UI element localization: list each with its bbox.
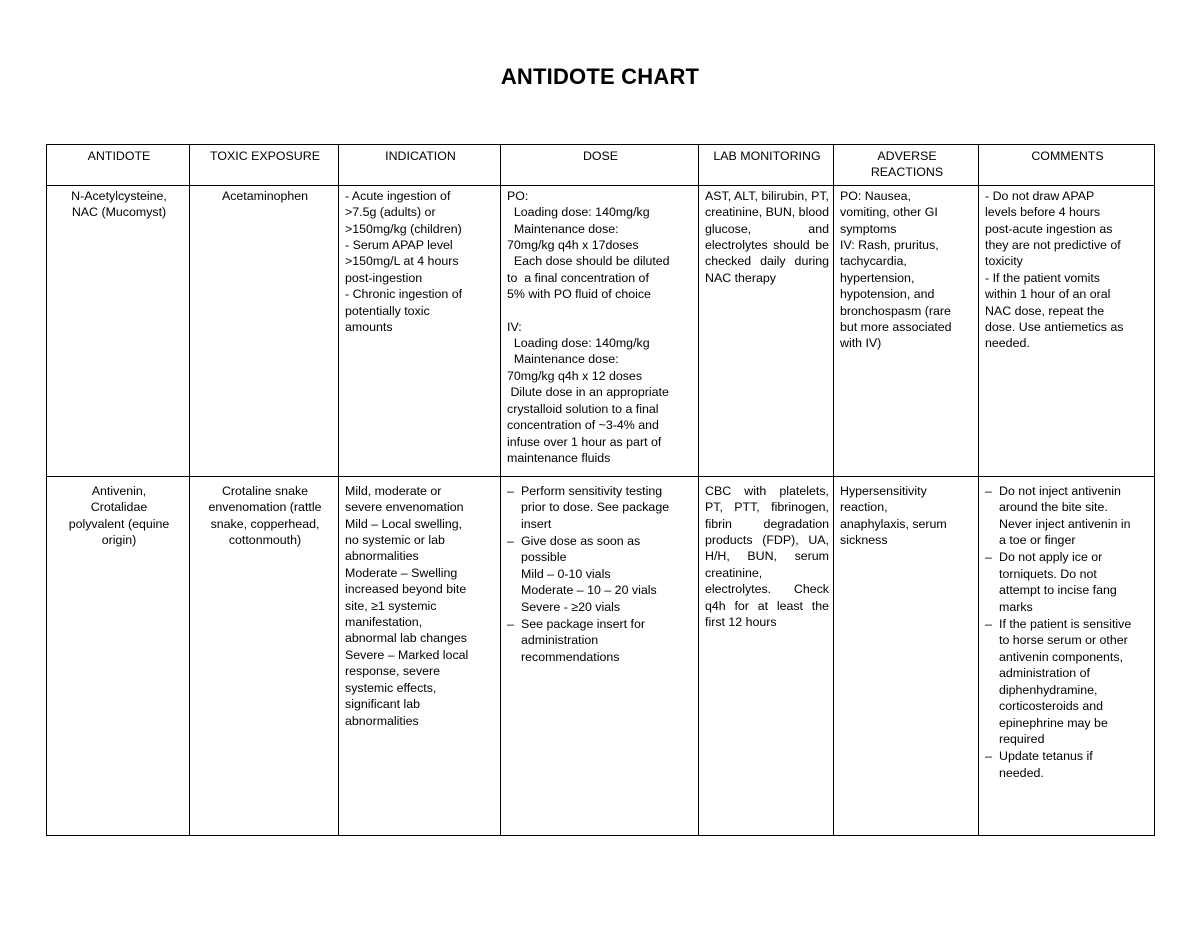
comment-line: diphenhydramine, bbox=[999, 682, 1098, 697]
dose-line: Severe - ≥20 vials bbox=[521, 599, 621, 614]
comment-line: needed. bbox=[999, 765, 1044, 780]
comment-line: Never inject antivenin in bbox=[999, 516, 1131, 531]
comment-line: antivenin components, bbox=[999, 649, 1123, 664]
dose-line: prior to dose. See package bbox=[521, 500, 670, 515]
toxic-exposure-line: Crotaline snake bbox=[221, 483, 309, 498]
adverse-line: sickness bbox=[840, 533, 888, 548]
antidote-table bbox=[46, 144, 1155, 836]
indication-line: abnormalities bbox=[345, 713, 419, 728]
adverse-line: vomiting, other GI bbox=[840, 205, 938, 220]
dose-line: concentration of ~3-4% and bbox=[507, 418, 659, 433]
antidote-cell bbox=[47, 185, 190, 476]
comment-line: required bbox=[999, 731, 1045, 746]
indication-line: manifestation, bbox=[345, 615, 423, 630]
adverse-line: IV: Rash, pruritus, bbox=[840, 238, 939, 253]
header-comments: COMMENTS bbox=[979, 145, 1155, 186]
table-row bbox=[47, 185, 1155, 476]
toxic-exposure-line: envenomation (rattle bbox=[208, 500, 322, 515]
header-toxic-exposure: TOXIC EXPOSURE bbox=[190, 145, 339, 186]
dose-line: maintenance fluids bbox=[507, 450, 611, 465]
list-item bbox=[507, 533, 694, 615]
comments-cell bbox=[979, 185, 1155, 476]
adverse-line: symptoms bbox=[840, 221, 897, 236]
comments-list bbox=[985, 483, 1150, 781]
dose-spacer bbox=[507, 303, 694, 319]
header-adverse-reactions: ADVERSE REACTIONS bbox=[834, 145, 979, 186]
indication-cell bbox=[339, 476, 501, 835]
comment-line: - Do not draw APAP bbox=[985, 188, 1095, 203]
indication-line: systemic effects, bbox=[345, 680, 437, 695]
indication-line: - Acute ingestion of bbox=[345, 188, 451, 203]
adverse-line: hypotension, and bbox=[840, 287, 935, 302]
dose-cell bbox=[501, 476, 699, 835]
adverse-line: Hypersensitivity bbox=[840, 483, 927, 498]
adverse-line: bronchospasm (rare bbox=[840, 303, 951, 318]
adverse-reactions-cell bbox=[834, 185, 979, 476]
antidote-line: polyvalent (equine bbox=[68, 516, 170, 531]
list-item bbox=[985, 748, 1150, 781]
indication-line: potentially toxic bbox=[345, 303, 430, 318]
adverse-line: PO: Nausea, bbox=[840, 188, 911, 203]
header-dose: DOSE bbox=[501, 145, 699, 186]
dose-line: Mild – 0-10 vials bbox=[521, 566, 611, 581]
dose-line: insert bbox=[521, 516, 552, 531]
dose-line: Moderate – 10 – 20 vials bbox=[521, 583, 657, 598]
adverse-line: reaction, bbox=[840, 500, 888, 515]
toxic-exposure-line: snake, copperhead, bbox=[210, 516, 320, 531]
comment-line: – Do not inject antivenin bbox=[999, 483, 1121, 498]
dose-line: Loading dose: 140mg/kg bbox=[507, 336, 650, 351]
dose-cell bbox=[501, 185, 699, 476]
dose-line: 5% with PO fluid of choice bbox=[507, 287, 651, 302]
toxic-exposure-line: cottonmouth) bbox=[228, 533, 302, 548]
list-item bbox=[507, 616, 694, 665]
dose-line: Each dose should be diluted bbox=[507, 254, 670, 269]
comment-line: – Do not apply ice or bbox=[999, 550, 1103, 565]
indication-line: significant lab bbox=[345, 697, 421, 712]
indication-line: >7.5g (adults) or bbox=[345, 205, 436, 220]
indication-line: amounts bbox=[345, 320, 393, 335]
comment-line: dose. Use antiemetics as bbox=[985, 320, 1124, 335]
dose-line: crystalloid solution to a final bbox=[507, 401, 659, 416]
comment-line: epinephrine may be bbox=[999, 715, 1108, 730]
indication-line: abnormal lab changes bbox=[345, 631, 467, 646]
lab-monitoring-cell: CBC with platelets, PT, PTT, fibrinogen, fibrin degradation products (FDP), UA, H/H, BUN, serum creatinine, electrolytes. Check q4h for at least the first 12 hours bbox=[699, 476, 834, 835]
indication-line: abnormalities bbox=[345, 549, 419, 564]
list-item bbox=[985, 616, 1150, 747]
dose-line: Maintenance dose: bbox=[507, 221, 619, 236]
header-indication: INDICATION bbox=[339, 145, 501, 186]
header-row bbox=[47, 145, 1155, 186]
comment-line: levels before 4 hours bbox=[985, 205, 1101, 220]
indication-line: - Chronic ingestion of bbox=[345, 287, 463, 302]
comment-line: – Update tetanus if bbox=[999, 749, 1093, 764]
indication-line: severe envenomation bbox=[345, 500, 464, 515]
adverse-line: with IV) bbox=[840, 336, 882, 351]
lab-monitoring-cell: AST, ALT, bilirubin, PT, creatinine, BUN, blood glucose, and electrolytes should be checked daily during NAC therapy bbox=[699, 185, 834, 476]
dose-line: IV: bbox=[507, 319, 522, 334]
header-antidote: ANTIDOTE bbox=[47, 145, 190, 186]
antidote-line: N-Acetylcysteine, bbox=[71, 188, 167, 203]
dose-line: – Give dose as soon as bbox=[521, 534, 641, 549]
comment-line: to horse serum or other bbox=[999, 633, 1128, 648]
adverse-reactions-cell bbox=[834, 476, 979, 835]
dose-line: possible bbox=[521, 550, 567, 565]
toxic-exposure-cell bbox=[190, 185, 339, 476]
comment-line: corticosteroids and bbox=[999, 699, 1103, 714]
dose-line: PO: bbox=[507, 188, 529, 203]
dose-line: Loading dose: 140mg/kg bbox=[507, 205, 650, 220]
page-title: ANTIDOTE CHART bbox=[500, 64, 700, 89]
comment-line: administration of bbox=[999, 666, 1090, 681]
comment-line: they are not predictive of bbox=[985, 238, 1121, 253]
antidote-line: NAC (Mucomyst) bbox=[71, 205, 167, 220]
indication-line: Mild, moderate or bbox=[345, 483, 442, 498]
toxic-exposure-cell bbox=[190, 476, 339, 835]
comment-line: torniquets. Do not bbox=[999, 566, 1097, 581]
dose-list bbox=[507, 483, 694, 665]
indication-line: Severe – Marked local bbox=[345, 647, 469, 662]
dose-line: administration bbox=[521, 633, 599, 648]
dose-line: Maintenance dose: bbox=[507, 352, 619, 367]
indication-line: post-ingestion bbox=[345, 270, 423, 285]
comment-line: needed. bbox=[985, 336, 1030, 351]
comment-line: within 1 hour of an oral bbox=[985, 287, 1111, 302]
antidote-line: Antivenin, bbox=[91, 483, 147, 498]
toxic-exposure-line: Acetaminophen bbox=[221, 188, 309, 203]
comment-line: attempt to incise fang bbox=[999, 583, 1117, 598]
list-item bbox=[507, 483, 694, 532]
antidote-line: Crotalidae bbox=[90, 500, 148, 515]
indication-line: - Serum APAP level bbox=[345, 238, 453, 253]
dose-line: recommendations bbox=[521, 649, 620, 664]
adverse-line: tachycardia, bbox=[840, 254, 907, 269]
indication-line: site, ≥1 systemic bbox=[345, 598, 437, 613]
antidote-line: origin) bbox=[101, 533, 137, 548]
adverse-line: but more associated bbox=[840, 320, 952, 335]
antidote-cell bbox=[47, 476, 190, 835]
indication-cell bbox=[339, 185, 501, 476]
dose-line: 70mg/kg q4h x 17doses bbox=[507, 238, 639, 253]
dose-line: – Perform sensitivity testing bbox=[521, 483, 663, 498]
list-item bbox=[985, 483, 1150, 549]
indication-line: response, severe bbox=[345, 664, 441, 679]
comment-line: marks bbox=[999, 599, 1033, 614]
dose-line: infuse over 1 hour as part of bbox=[507, 434, 662, 449]
adverse-line: hypertension, bbox=[840, 270, 915, 285]
comment-line: post-acute ingestion as bbox=[985, 221, 1113, 236]
indication-line: >150mg/L at 4 hours bbox=[345, 254, 459, 269]
comment-line: - If the patient vomits bbox=[985, 270, 1101, 285]
dose-line: Dilute dose in an appropriate bbox=[507, 385, 669, 400]
comment-line: NAC dose, repeat the bbox=[985, 303, 1105, 318]
comments-cell bbox=[979, 476, 1155, 835]
table-row bbox=[47, 476, 1155, 835]
indication-line: Moderate – Swelling bbox=[345, 565, 458, 580]
list-item bbox=[985, 549, 1150, 615]
comment-line: toxicity bbox=[985, 254, 1023, 269]
dose-line: – See package insert for bbox=[521, 617, 645, 632]
indication-line: >150mg/kg (children) bbox=[345, 221, 462, 236]
comment-line: – If the patient is sensitive bbox=[999, 617, 1132, 632]
indication-line: increased beyond bite bbox=[345, 582, 467, 597]
header-lab-monitoring: LAB MONITORING bbox=[699, 145, 834, 186]
dose-line: 70mg/kg q4h x 12 doses bbox=[507, 368, 643, 383]
indication-line: Mild – Local swelling, bbox=[345, 516, 463, 531]
comment-line: around the bite site. bbox=[999, 500, 1108, 515]
comment-line: a toe or finger bbox=[999, 533, 1076, 548]
dose-line: to a final concentration of bbox=[507, 270, 649, 285]
indication-line: no systemic or lab bbox=[345, 533, 445, 548]
adverse-line: anaphylaxis, serum bbox=[840, 516, 947, 531]
